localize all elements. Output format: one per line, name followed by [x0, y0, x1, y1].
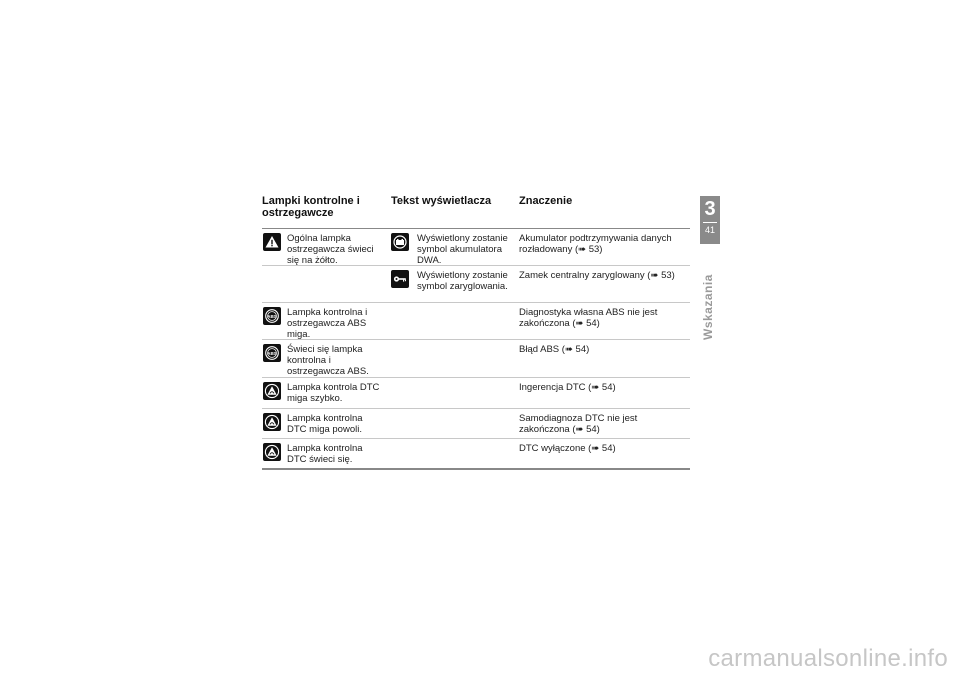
indicator-text: Ogólna lampka ostrzegawcza świeci się na żółto.	[287, 233, 374, 266]
table-row	[262, 266, 690, 303]
meaning-text: Samodiagnoza DTC nie jest zakończona (➠ 54)	[519, 413, 638, 435]
chapter-number: 3	[704, 198, 716, 220]
svg-text:ABS: ABS	[267, 350, 277, 356]
chapter-tab	[700, 196, 720, 244]
table-row	[262, 439, 690, 470]
indicator-text: Lampka kontrolna DTC świeci się.	[287, 443, 363, 465]
page-number: 41	[704, 225, 715, 235]
table-row	[262, 303, 690, 340]
table-header	[262, 195, 690, 228]
meaning-text: Zamek centralny zaryglowany (➠ 53)	[519, 270, 675, 281]
abs-icon	[263, 307, 281, 325]
meaning-text: Diagnostyka własna ABS nie jest zakończona (➠ 54)	[519, 307, 658, 329]
section-label: Wskazania	[701, 274, 715, 340]
abs-icon	[263, 344, 281, 362]
dtc-icon	[263, 413, 281, 431]
warning-triangle-icon	[263, 233, 281, 251]
meaning-text: Błąd ABS (➠ 54)	[519, 344, 590, 355]
battery-icon	[391, 233, 409, 251]
indicator-text: Lampka kontrolna i ostrzegawcza ABS miga.	[287, 307, 368, 340]
indicator-text: Świeci się lampka kontrolna i ostrzegawcza ABS.	[287, 344, 369, 377]
header-display-text: Tekst wyświetlacza	[391, 195, 492, 207]
indicator-text: Lampka kontrola DTC miga szybko.	[287, 382, 380, 404]
chapter-divider	[703, 222, 717, 223]
watermark: carmanualsonline.info	[708, 645, 948, 672]
header-meaning: Znaczenie	[519, 195, 573, 207]
warning-lights-table	[262, 195, 690, 470]
table-row	[262, 229, 690, 266]
table-row	[262, 340, 690, 378]
key-lock-icon	[391, 270, 409, 288]
display-text: Wyświetlony zostanie symbol akumulatora DWA.	[417, 233, 508, 266]
meaning-text: Akumulator podtrzymywania danych rozładowany (➠ 53)	[519, 233, 672, 255]
header-indicator-lights: Lampki kontrolne i ostrzegawcze	[262, 195, 360, 219]
indicator-text: Lampka kontrolna DTC miga powoli.	[287, 413, 363, 435]
meaning-text: DTC wyłączone (➠ 54)	[519, 443, 616, 454]
table-row	[262, 378, 690, 409]
dtc-icon	[263, 443, 281, 461]
svg-text:ABS: ABS	[267, 313, 277, 319]
table-row	[262, 409, 690, 439]
display-text: Wyświetlony zostanie symbol zaryglowania.	[417, 270, 508, 292]
meaning-text: Ingerencja DTC (➠ 54)	[519, 382, 616, 393]
dtc-icon	[263, 382, 281, 400]
